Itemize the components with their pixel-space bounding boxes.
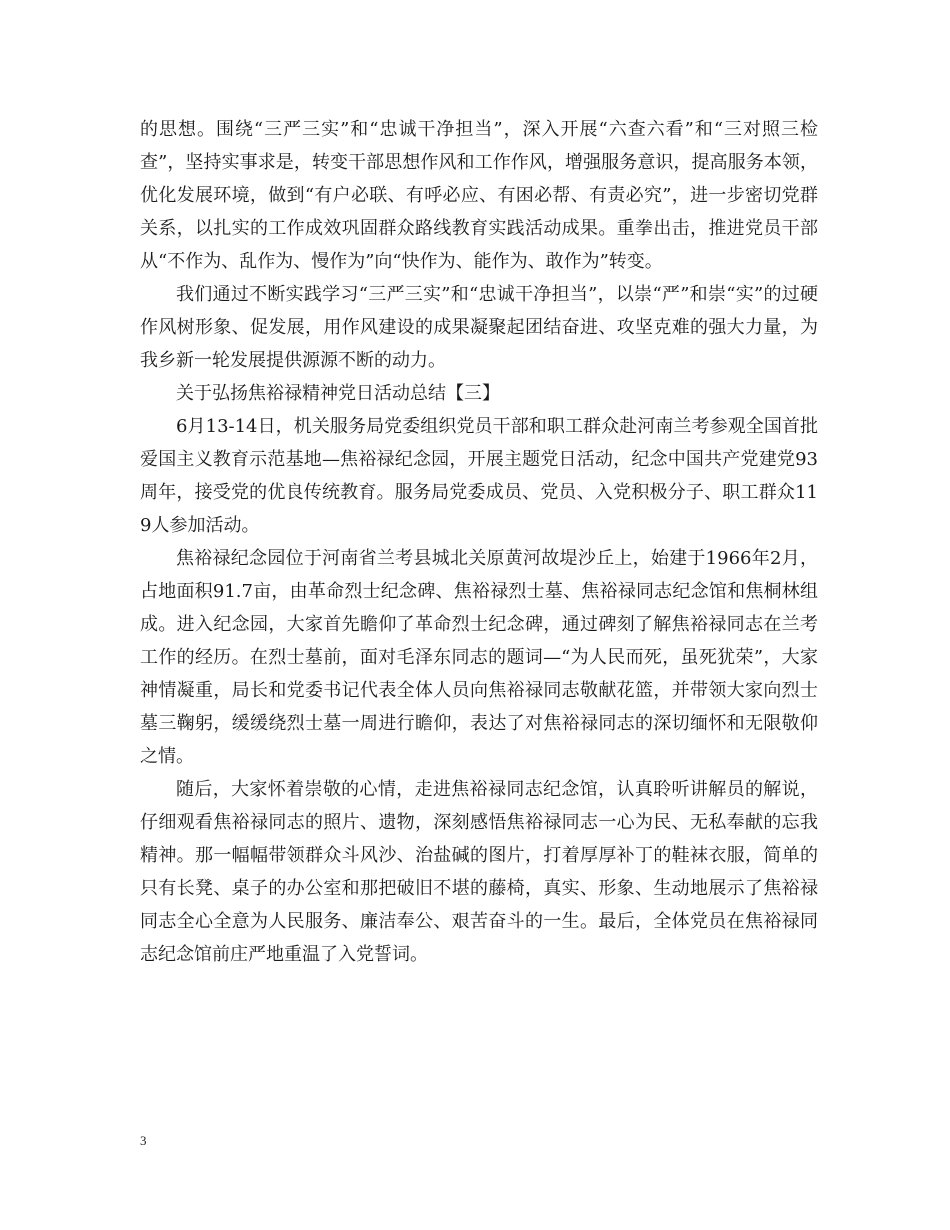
paragraph-study-summary: 我们通过不断实践学习“三严三实”和“忠诚干净担当”，以崇“严”和崇“实”的过硬作风树形象、促发展，用作风建设的成果凝聚起团结奋进、攻坚克难的强大力量，为我乡新一轮发展提供源源不断的动力。 — [140, 284, 818, 371]
paragraph-memorial-hall: 随后，大家怀着崇敬的心情，走进焦裕禄同志纪念馆，认真聆听讲解员的解说，仔细观看焦裕禄同志的照片、遗物，深刻感悟焦裕禄同志一心为民、无私奉献的忘我精神。那一幅幅带领群众斗风沙、治盐碱的图片，打着厚厚补丁的鞋袜衣服，简单的只有长凳、桌子的办公室和那把破旧不堪的藤椅，真实、形象、生动地展示了焦裕禄同志全心全意为人民服务、廉洁奉公、艰苦奋斗的一生。最后，全体党员在焦裕禄同志纪念馆前庄严地重温了入党誓词。 — [140, 779, 818, 965]
document-body — [140, 113, 818, 971]
paragraph-continuation: 的思想。围绕“三严三实”和“忠诚干净担当”，深入开展“六查六看”和“三对照三检查”，坚持实事求是，转变干部思想作风和工作作风，增强服务意识，提高服务本领，优化发展环境，做到“有户必联、有呼必应、有困必帮、有责必究”，进一步密切党群关系，以扎实的工作成效巩固群众路线教育实践活动成果。重拳出击，推进党员干部从“不作为、乱作为、慢作为”向“快作为、能作为、敢作为”转变。 — [140, 119, 818, 272]
page-number: 3 — [140, 1133, 147, 1148]
paragraph-activity-intro: 6月13-14日，机关服务局党委组织党员干部和职工群众赴河南兰考参观全国首批爱国主义教育示范基地—焦裕禄纪念园，开展主题党日活动，纪念中国共产党建党93周年，接受党的优良传统教育。服务局党委成员、党员、入党积极分子、职工群众119人参加活动。 — [140, 416, 818, 536]
paragraph-memorial-park: 焦裕禄纪念园位于河南省兰考县城北关原黄河故堤沙丘上，始建于1966年2月，占地面积91.7亩，由革命烈士纪念碑、焦裕禄烈士墓、焦裕禄同志纪念馆和焦桐林组成。进入纪念园，大家首先瞻仰了革命烈士纪念碑，通过碑刻了解焦裕禄同志在兰考工作的经历。在烈士墓前，面对毛泽东同志的题词—“为人民而死，虽死犹荣”，大家神情凝重，局长和党委书记代表全体人员向焦裕禄同志敬献花篮，并带领大家向烈士墓三鞠躬，缓缓绕烈士墓一周进行瞻仰，表达了对焦裕禄同志的深切缅怀和无限敬仰之情。 — [140, 548, 818, 767]
section-heading: 关于弘扬焦裕禄精神党日活动总结【三】 — [176, 383, 500, 404]
